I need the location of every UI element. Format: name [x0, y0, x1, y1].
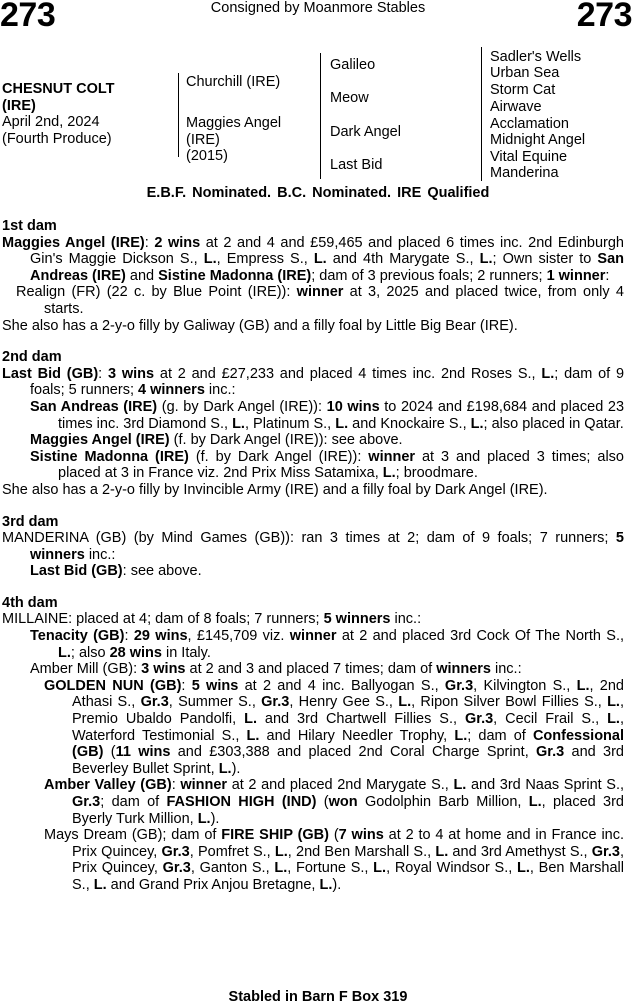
lot-number-left: 273 — [0, 0, 56, 34]
ggp-3: Storm Cat — [490, 82, 556, 98]
dam-name: Maggies Angel — [186, 115, 282, 131]
horse-identity — [2, 81, 115, 147]
ggp-5: Acclamation — [490, 116, 569, 132]
produce-amber-mill: Amber Mill (GB): 3 wins at 2 and 3 and placed 7 times; dam of winners inc.: — [30, 661, 522, 678]
produce-mays-dream: Mays Dream (GB); dam of FIRE SHIP (GB) (7 wins at 2 to 4 at home and in France inc. Prix Quincey, Gr.3, Pomfret S., L., 2nd Ben Marshall S., L. and 3rd Amethyst S., Gr.3, Prix Quincey, Gr.3, Ganton S., L., Fortune S., L., Royal Windsor S., L., Ben Marshall S., L. and Grand Prix Anjou Bretagne, L.). — [44, 827, 625, 893]
fourth-dam-paragraph: MILLAINE: placed at 4; dam of 8 foals; 7 runners; 5 winners inc.: — [2, 611, 422, 628]
second-dam-also: She also has a 2-y-o filly by Invincible Army (IRE) and a filly foal by Dark Angel (IRE). — [2, 481, 548, 498]
dam-country: (IRE) — [186, 131, 220, 148]
pedigree-divider-1 — [178, 73, 179, 157]
nominations: E.B.F. Nominated. B.C. Nominated. IRE Qualified — [146, 185, 490, 201]
produce-number: (Fourth Produce) — [2, 130, 112, 147]
horse-name: CHESNUT COLT — [2, 81, 115, 97]
ggp-6: Midnight Angel — [490, 132, 586, 148]
consignor: Consigned by Moanmore Stables — [210, 0, 426, 16]
catalogue-page-text — [2, 218, 624, 894]
produce-amber-valley: Amber Valley (GB): winner at 2 and placed 2nd Marygate S., L. and 3rd Naas Sprint S., Gr.3; dam of FASHION HIGH (IND) (won Godolphin Barb Million, L., placed 3rd Byerly Turk Million, L.). — [44, 777, 625, 827]
sire-dam: Meow — [330, 90, 369, 106]
pedigree-divider-2 — [320, 53, 321, 179]
produce-tenacity: Tenacity (GB): 29 wins, £145,709 viz. winner at 2 and placed 3rd Cock Of The North S., L.; also 28 wins in Italy. — [30, 628, 625, 661]
produce-golden-nun: GOLDEN NUN (GB): 5 wins at 2 and 4 inc. Ballyogan S., Gr.3, Kilvington S., L., 2nd Athasi S., Gr.3, Summer S., Gr.3, Henry Gee S., L., Ripon Silver Bowl Fillies S., L., Premio Ubaldo Pandolfi, L. and 3rd Chartwell Fillies S., Gr.3, Cecil Frail S., L., Waterford Testimonial S., L. and Hilary Needler Trophy, L.; dam of Confessional (GB) (11 wins and £303,388 and placed 2nd Coral Charge Sprint, Gr.3 and 3rd Beverley Bullet Sprint, L.). — [44, 677, 625, 777]
produce-san-andreas: San Andreas (IRE) (g. by Dark Angel (IRE)): 10 wins to 2024 and £198,684 and placed 23 times inc. 3rd Diamond S., L., Platinum S., L. and Knockaire S., L.; also placed in Qatar. — [30, 398, 625, 432]
produce-last-bid: Last Bid (GB): see above. — [30, 563, 202, 580]
dam — [186, 115, 281, 165]
ggp-4: Airwave — [490, 99, 542, 115]
sire-sire: Galileo — [330, 57, 376, 73]
first-dam-paragraph: Maggies Angel (IRE): 2 wins at 2 and 4 and £59,465 and placed 6 times inc. 2nd Edinburgh Gin's Maggie Dickson S., L., Empress S., L. and 4th Marygate S., L.; Own sister to San Andreas (IRE) and Sistine Madonna (IRE); dam of 3 previous foals; 2 runners; 1 winner: — [2, 234, 624, 284]
horse-country: (IRE) — [2, 97, 36, 114]
ggp-1: Sadler's Wells — [490, 49, 582, 65]
pedigree-divider-3 — [481, 47, 482, 181]
ggp-8: Manderina — [490, 165, 559, 181]
section-heading-2nd-dam: 2nd dam — [2, 349, 62, 366]
produce-sistine-madonna: Sistine Madonna (IRE) (f. by Dark Angel (IRE)): winner at 3 and placed 3 times; also placed at 3 in France viz. 2nd Prix Miss Satamixa, L.; broodmare. — [30, 448, 624, 482]
dam-sire: Dark Angel — [330, 124, 401, 140]
produce-maggies-angel: Maggies Angel (IRE) (f. by Dark Angel (IRE)): see above. — [30, 432, 403, 449]
dam-year: (2015) — [186, 148, 228, 165]
section-heading-1st-dam: 1st dam — [2, 218, 57, 234]
lot-number-right: 273 — [576, 0, 632, 34]
dam-dam: Last Bid — [330, 157, 383, 173]
section-heading-3rd-dam: 3rd dam — [2, 513, 59, 530]
sire: Churchill (IRE) — [186, 74, 281, 90]
section-heading-4th-dam: 4th dam — [2, 594, 58, 611]
pedigree-table — [0, 47, 636, 181]
first-dam-also: She also has a 2-y-o filly by Galiway (GB) and a filly foal by Little Big Bear (IRE). — [2, 317, 518, 334]
third-dam-paragraph: MANDERINA (GB) (by Mind Games (GB)): ran 3 times at 2; dam of 9 foals; 7 runners; 5 winners inc.: — [2, 530, 624, 563]
produce-realign: Realign (FR) (22 c. by Blue Point (IRE)): winner at 3, 2025 and placed twice, from only 4 starts. — [16, 284, 624, 317]
second-dam-paragraph: Last Bid (GB): 3 wins at 2 and £27,233 and placed 4 times inc. 2nd Roses S., L.; dam of 9 foals; 5 runners; 4 winners inc.: — [2, 365, 625, 399]
ggp-7: Vital Equine — [490, 149, 568, 165]
foaling-date: April 2nd, 2024 — [2, 114, 100, 131]
stabling-info: Stabled in Barn F Box 319 — [228, 989, 408, 1005]
ggp-2: Urban Sea — [490, 65, 560, 81]
